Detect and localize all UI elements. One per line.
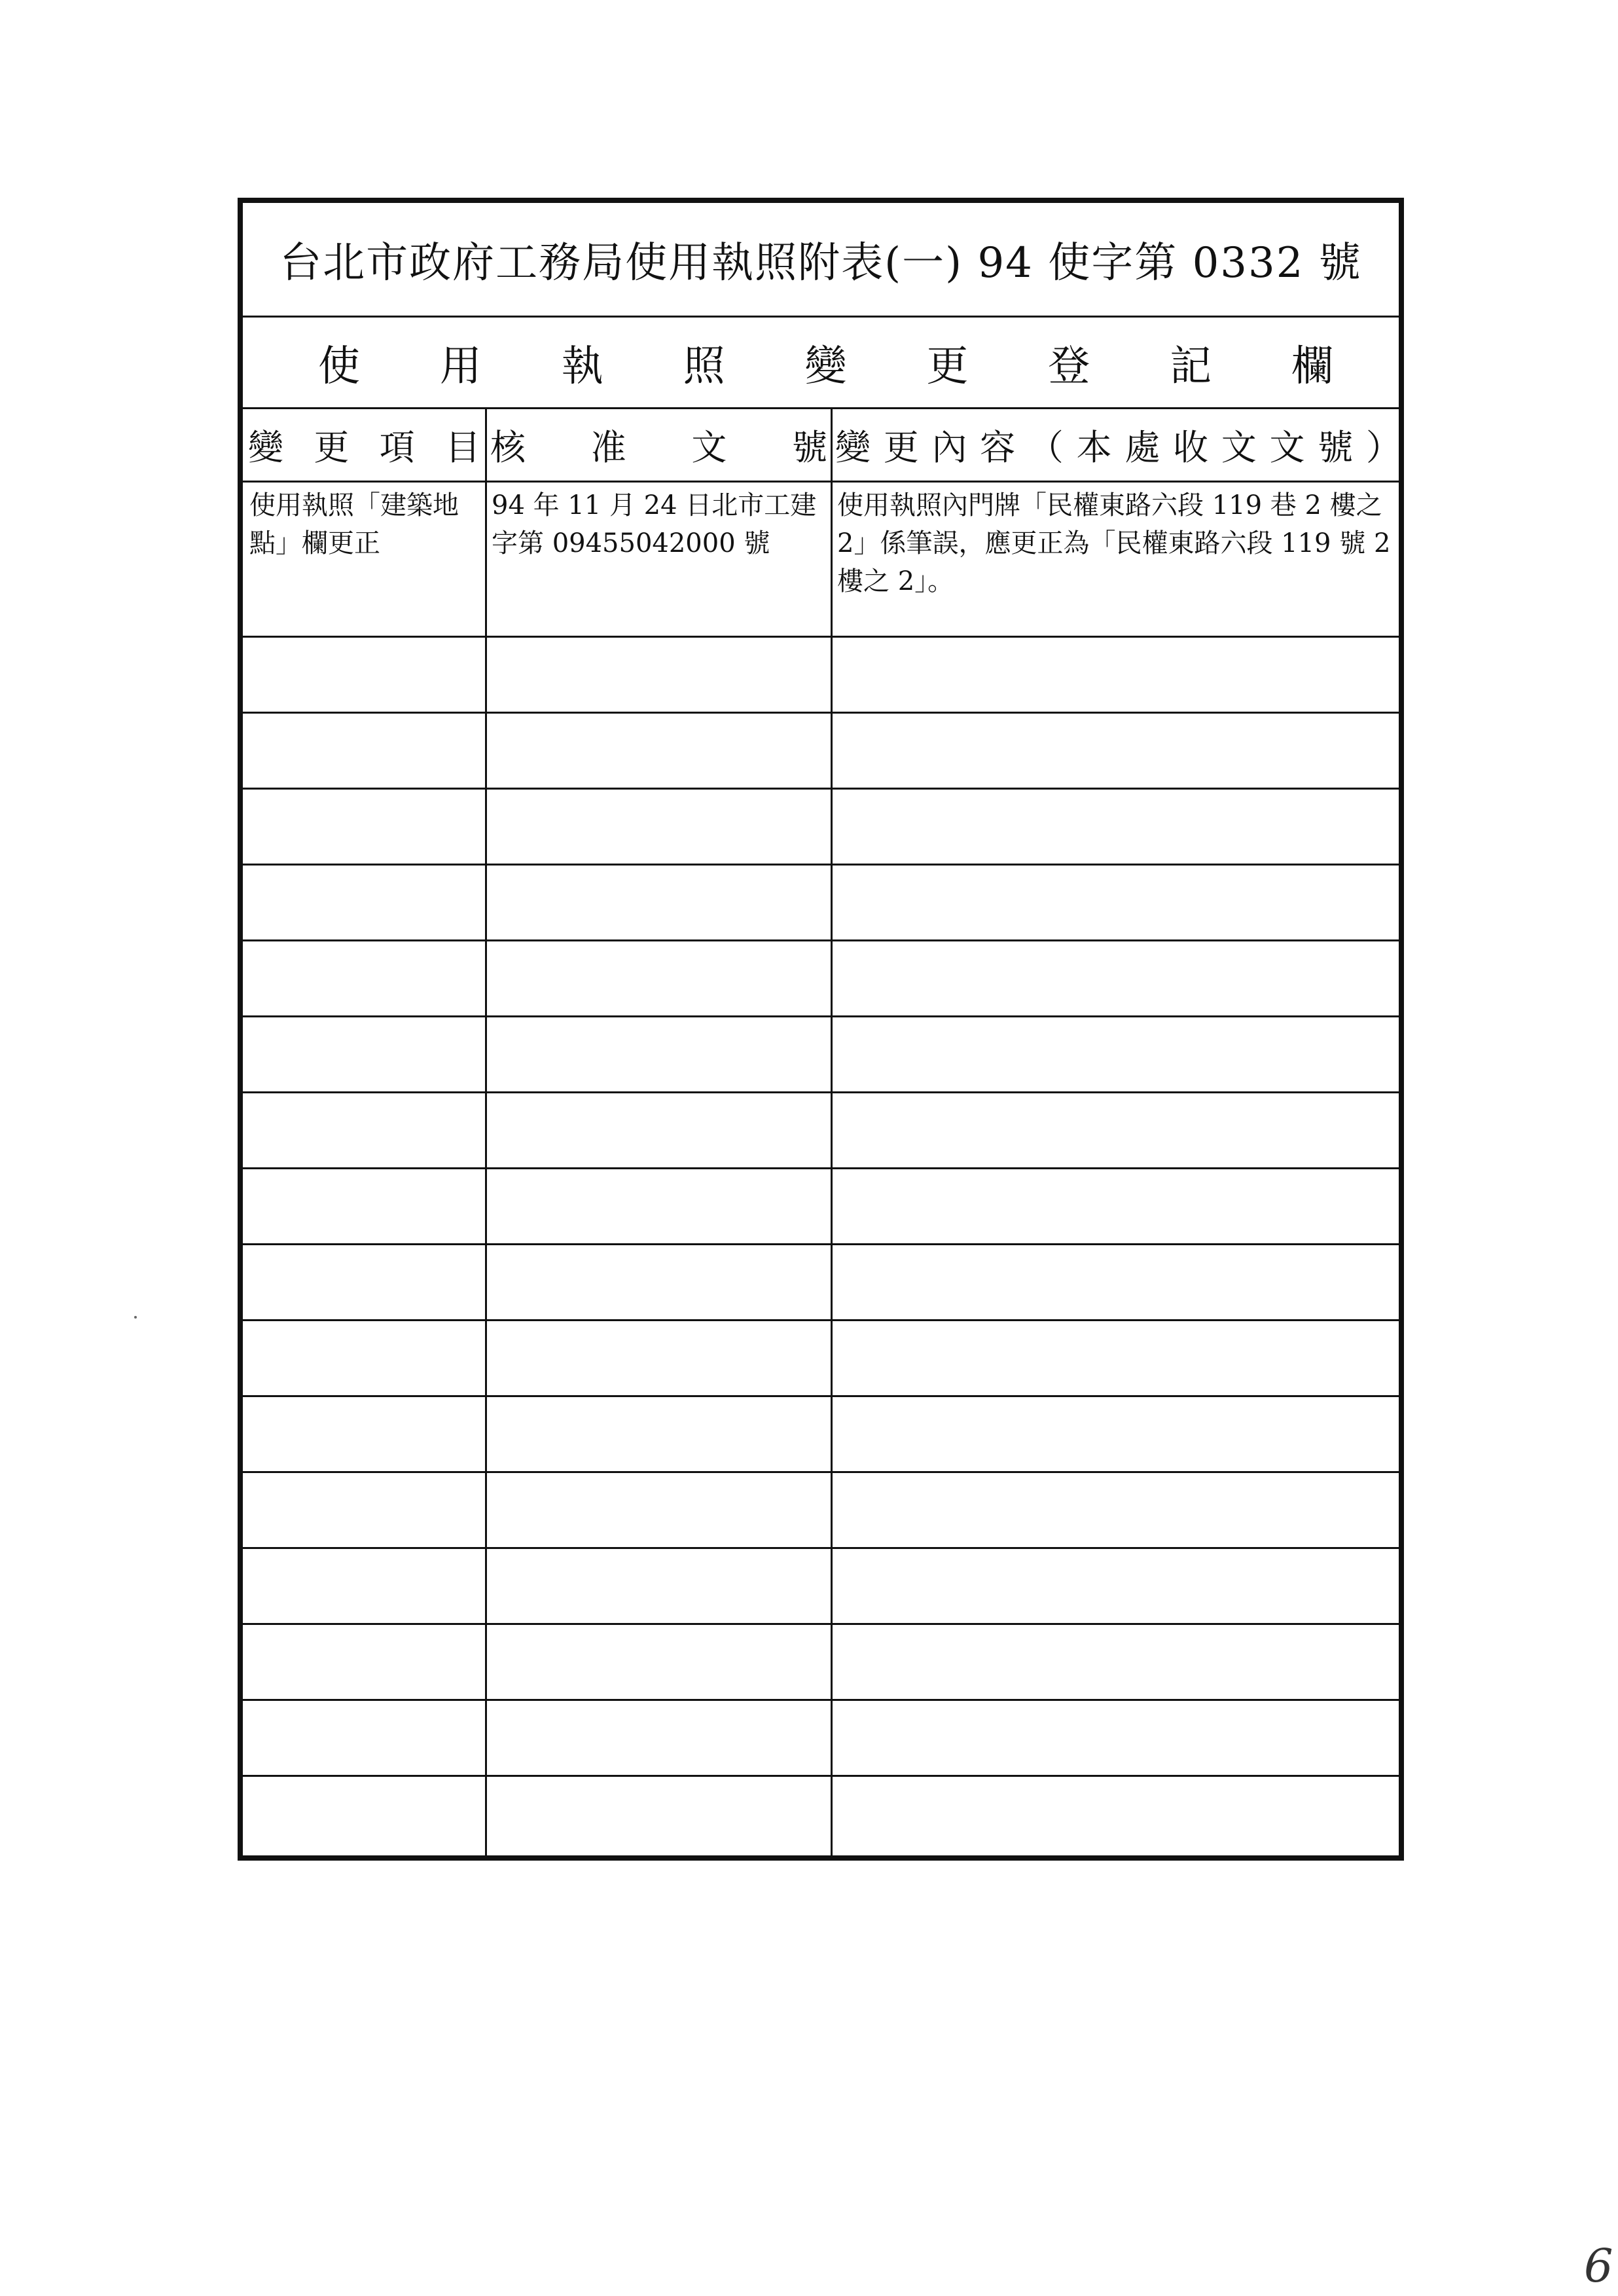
column-header-change-content (835, 409, 1401, 481)
change-item-cell: 使用執照「建築地點」欄更正 (249, 490, 459, 558)
table-row (243, 1549, 1399, 1625)
usage-permit-change-table (238, 198, 1404, 1861)
header-char: （ (1028, 427, 1064, 468)
subtitle-char: 更 (926, 342, 969, 391)
header-char: 變 (835, 427, 871, 468)
header-char: 文 (1221, 427, 1257, 468)
table-row (243, 1777, 1399, 1853)
subtitle-char: 記 (1170, 342, 1212, 391)
table-row (243, 1625, 1399, 1701)
table-row (243, 1245, 1399, 1321)
header-char: 更 (883, 427, 919, 468)
table-body (243, 483, 1399, 1853)
header-char: 文 (1269, 427, 1305, 468)
header-char: 內 (931, 427, 967, 468)
table-row (243, 1321, 1399, 1397)
table-row (243, 941, 1399, 1017)
subtitle-char: 欄 (1291, 342, 1333, 391)
subtitle-char: 執 (561, 342, 603, 391)
header-char: 號 (1318, 427, 1354, 468)
table-row (243, 866, 1399, 941)
table-row (243, 1397, 1399, 1473)
subtitle-char: 變 (804, 342, 847, 391)
page-number-mark: 6 (1584, 2239, 1613, 2293)
table-row (243, 714, 1399, 790)
header-char: 項 (379, 427, 415, 468)
header-char: 號 (791, 427, 827, 468)
table-row (243, 638, 1399, 714)
table-row (243, 1701, 1399, 1777)
header-char: 更 (314, 427, 350, 468)
header-char: 目 (444, 427, 480, 468)
subtitle-char: 登 (1048, 342, 1090, 391)
subtitle-char: 用 (439, 342, 482, 391)
header-char: 准 (590, 427, 626, 468)
header-char: ） (1365, 427, 1401, 468)
table-row (243, 1093, 1399, 1169)
table-row (243, 1169, 1399, 1245)
header-char: 處 (1124, 427, 1160, 468)
column-header-approval-number (490, 409, 827, 481)
column-header-change-item (248, 409, 480, 481)
table-row (243, 1473, 1399, 1549)
header-char: 本 (1076, 427, 1112, 468)
header-char: 收 (1173, 427, 1209, 468)
document-title: 台北市政府工務局使用執照附表(一) 94 使字第 0332 號 (243, 203, 1399, 318)
header-char: 變 (248, 427, 283, 468)
header-char: 容 (980, 427, 1016, 468)
header-char: 文 (691, 427, 727, 468)
subtitle-char: 使 (318, 342, 360, 391)
table-row (243, 1017, 1399, 1093)
subtitle-char: 照 (683, 342, 725, 391)
change-content-cell: 使用執照內門牌「民權東路六段 119 巷 2 樓之 2」係筆誤，應更正為「民權東路六段 119 號 2 樓之 2」。 (837, 490, 1391, 596)
table-row (243, 483, 1399, 638)
approval-number-cell: 94 年 11 月 24 日北市工建字第 09455042000 號 (492, 490, 817, 558)
table-subtitle (243, 318, 1399, 409)
header-char: 核 (490, 427, 526, 468)
column-header-row (243, 409, 1399, 483)
scan-speck (134, 1316, 137, 1319)
table-row (243, 790, 1399, 866)
